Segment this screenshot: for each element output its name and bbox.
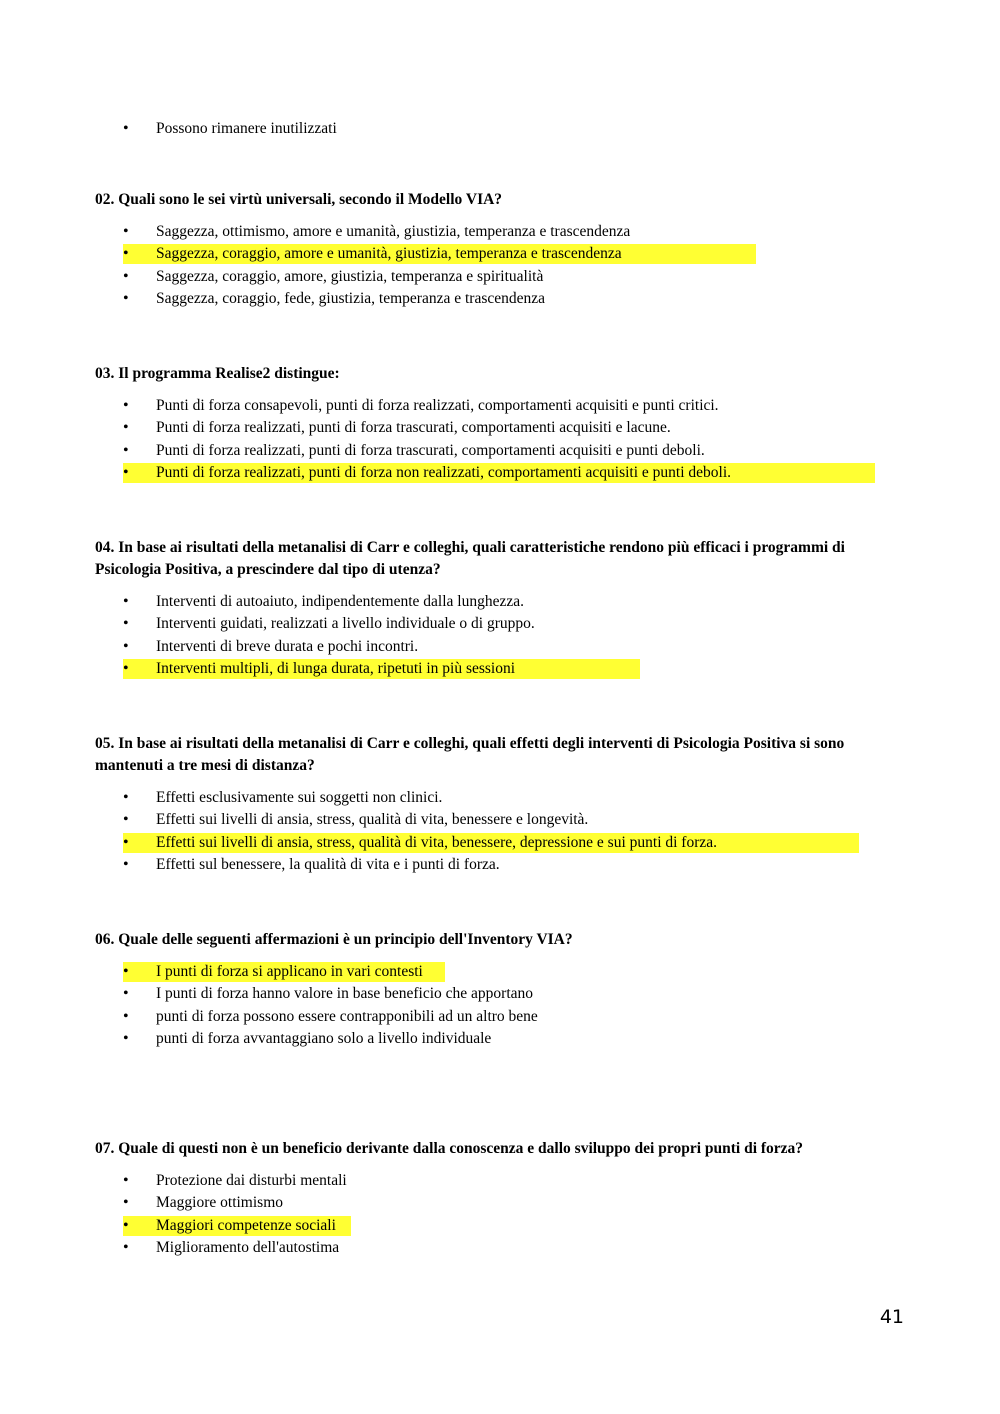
list-item <box>95 983 905 1005</box>
option-text: Protezione dai disturbi mentali <box>156 1172 347 1189</box>
options-list <box>95 961 905 1051</box>
list-item <box>95 440 905 462</box>
bullet: • <box>123 856 129 874</box>
question-05 <box>95 733 905 877</box>
question-02 <box>95 189 905 311</box>
question-title: 07. Quale di questi non è un beneficio derivante dalla conoscenza e dallo sviluppo dei propri punti di forza? <box>95 1140 804 1157</box>
option-text: Punti di forza consapevoli, punti di forza realizzati, comportamenti acquisiti e punti critici. <box>156 397 719 414</box>
bullet: • <box>123 811 129 829</box>
list-item <box>95 636 905 658</box>
question-04 <box>95 537 905 681</box>
option-text: Effetti esclusivamente sui soggetti non clinici. <box>156 789 443 806</box>
bullet: • <box>123 223 129 240</box>
list-item-highlighted <box>95 961 905 983</box>
bullet: • <box>123 833 129 851</box>
option-text: Maggiori competenze sociali <box>156 1216 336 1234</box>
list-item <box>95 1192 905 1214</box>
list-item <box>95 613 905 635</box>
bullet: • <box>123 419 129 437</box>
option-text: Possono rimanere inutilizzati <box>156 120 337 137</box>
option-text: Saggezza, ottimismo, amore e umanità, giustizia, temperanza e trascendenza <box>156 223 631 240</box>
bullet: • <box>123 1194 129 1212</box>
question-title: 02. Quali sono le sei virtù universali, secondo il Modello VIA? <box>95 191 503 208</box>
bullet: • <box>123 1007 129 1025</box>
bullet: • <box>123 1172 129 1189</box>
list-item <box>95 787 905 809</box>
option-text: Punti di forza realizzati, punti di forza trascurati, comportamenti acquisiti e punti deboli. <box>156 441 705 459</box>
options-list <box>95 221 905 311</box>
page-number: 41 <box>879 1306 904 1328</box>
list-item <box>95 1006 905 1028</box>
bullet: • <box>123 441 129 459</box>
option-text: Interventi di breve durata e pochi incontri. <box>156 637 419 655</box>
bullet: • <box>123 1216 129 1234</box>
bullet: • <box>123 267 129 285</box>
bullet: • <box>123 637 129 655</box>
bullet: • <box>123 464 129 482</box>
option-text: Effetti sui livelli di ansia, stress, qualità di vita, benessere e longevità. <box>156 811 589 829</box>
option-text: I punti di forza si applicano in vari contesti <box>156 963 423 980</box>
options-list <box>95 591 905 681</box>
options-list <box>95 787 905 877</box>
list-item <box>95 266 905 288</box>
option-text: Saggezza, coraggio, fede, giustizia, temperanza e trascendenza <box>156 290 546 308</box>
list-item-highlighted <box>95 1215 905 1237</box>
list-item <box>95 854 905 876</box>
list-item-highlighted <box>95 462 905 484</box>
question-title: 06. Quale delle seguenti affermazioni è un principio dell'Inventory VIA? <box>95 931 573 948</box>
bullet: • <box>123 1239 129 1257</box>
option-text: Maggiore ottimismo <box>156 1194 284 1212</box>
option-text: Interventi di autoaiuto, indipendentemente dalla lunghezza. <box>156 593 524 610</box>
list-item <box>95 288 905 310</box>
options-list <box>95 1170 905 1260</box>
question-title: 03. Il programma Realise2 distingue: <box>95 365 340 382</box>
option-text: punti di forza possono essere contrapponibili ad un altro bene <box>156 1007 538 1025</box>
bullet: • <box>123 963 129 980</box>
bullet: • <box>123 120 129 137</box>
option-text: Interventi guidati, realizzati a livello individuale o di gruppo. <box>156 615 535 633</box>
option-text: Punti di forza realizzati, punti di forza non realizzati, comportamenti acquisiti e punti deboli. <box>156 464 732 482</box>
list-item <box>95 591 905 613</box>
list-item <box>95 1170 905 1192</box>
list-item <box>95 1237 905 1259</box>
option-text: Miglioramento dell'autostima <box>156 1239 340 1257</box>
bullet: • <box>123 397 129 414</box>
bullet: • <box>123 1030 129 1048</box>
question-03 <box>95 363 905 485</box>
option-text: Effetti sul benessere, la qualità di vita e i punti di forza. <box>156 856 500 874</box>
bullet: • <box>123 615 129 633</box>
option-text: I punti di forza hanno valore in base beneficio che apportano <box>156 985 534 1003</box>
list-item <box>95 809 905 831</box>
option-text: Effetti sui livelli di ansia, stress, qualità di vita, benessere, depressione e sui punti di forza. <box>156 833 718 851</box>
option-text: Punti di forza realizzati, punti di forza trascurati, comportamenti acquisiti e lacune. <box>156 419 671 437</box>
option-text: punti di forza avvantaggiano solo a livello individuale <box>156 1030 492 1048</box>
question-title: 04. In base ai risultati della metanalisi di Carr e colleghi, quali caratteristiche rendono più efficaci i programmi di Psicologia Positiva, a prescindere dal tipo di utenza? <box>95 539 845 578</box>
bullet: • <box>123 245 129 263</box>
list-item-highlighted <box>95 243 905 265</box>
option-text: Saggezza, coraggio, amore e umanità, giustizia, temperanza e trascendenza <box>156 245 622 263</box>
list-item-highlighted <box>95 832 905 854</box>
bullet: • <box>123 290 129 308</box>
list-item <box>95 395 905 417</box>
bullet: • <box>123 789 129 806</box>
bullet: • <box>123 660 129 678</box>
options-list <box>95 395 905 485</box>
question-06 <box>95 929 905 1051</box>
list-item <box>95 1028 905 1050</box>
list-item-highlighted <box>95 658 905 680</box>
list-item <box>95 417 905 439</box>
list-item <box>95 221 905 243</box>
question-07 <box>95 1138 905 1260</box>
bullet: • <box>123 985 129 1003</box>
option-text: Interventi multipli, di lunga durata, ripetuti in più sessioni <box>156 660 516 678</box>
bullet: • <box>123 593 129 610</box>
question-title: 05. In base ai risultati della metanalisi di Carr e colleghi, quali effetti degli interventi di Psicologia Positiva si sono mantenuti a tre mesi di distanza? <box>95 735 845 774</box>
carryover-list <box>0 118 1000 140</box>
list-item <box>0 118 1000 140</box>
option-text: Saggezza, coraggio, amore, giustizia, temperanza e spiritualità <box>156 267 544 285</box>
